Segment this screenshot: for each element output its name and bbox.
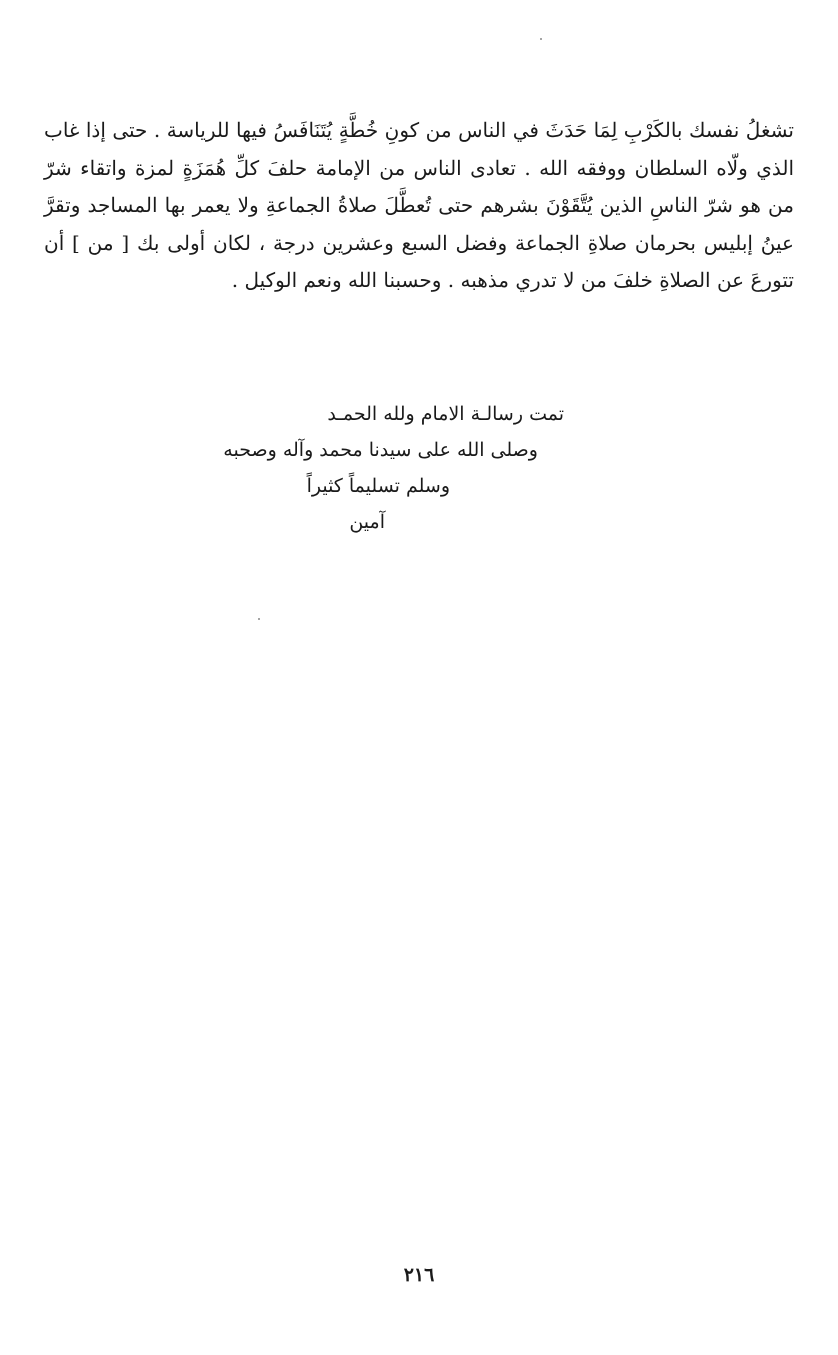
paper-speck	[258, 618, 260, 620]
closing-line-completion: تمت رسالـة الامام ولله الحمـد	[327, 403, 564, 425]
closing-colophon	[150, 396, 620, 540]
page-number: ٢١٦	[403, 1264, 435, 1286]
paper-speck	[540, 38, 542, 40]
closing-line-salutation: وسلم تسليماً كثيراً	[306, 475, 450, 497]
closing-line-blessing: وصلى الله على سيدنا محمد وآله وصحبه	[223, 439, 538, 461]
closing-line-amen: آمين	[349, 511, 385, 533]
body-paragraph: تشغلُ نفسك بالكَرْبِ لِمَا حَدَثَ في الناس من كونِ خُطَّةٍ يُتَنَافَسُ فيها للرياسة . حتى إذا غاب الذي ولّاه السلطان ووفقه الله . تعادى الناس من الإمامة حلفَ كلِّ هُمَزَةٍ لمزة واتقاء شرّ من هو شرّ الناسِ الذين يُتَّقَوْنَ بشرهم حتى تُعطَّلَ صلاةُ الجماعةِ ولا يعمر بها المساجد وتقرَّ عينُ إبليس بحرمان صلاةِ الجماعة وفضل السبع وعشرين درجة ، لكان أولى بك [ من ] أن تتورعَ عن الصلاةِ خلفَ من لا تدري مذهبه . وحسبنا الله ونعم الوكيل .	[44, 118, 794, 292]
